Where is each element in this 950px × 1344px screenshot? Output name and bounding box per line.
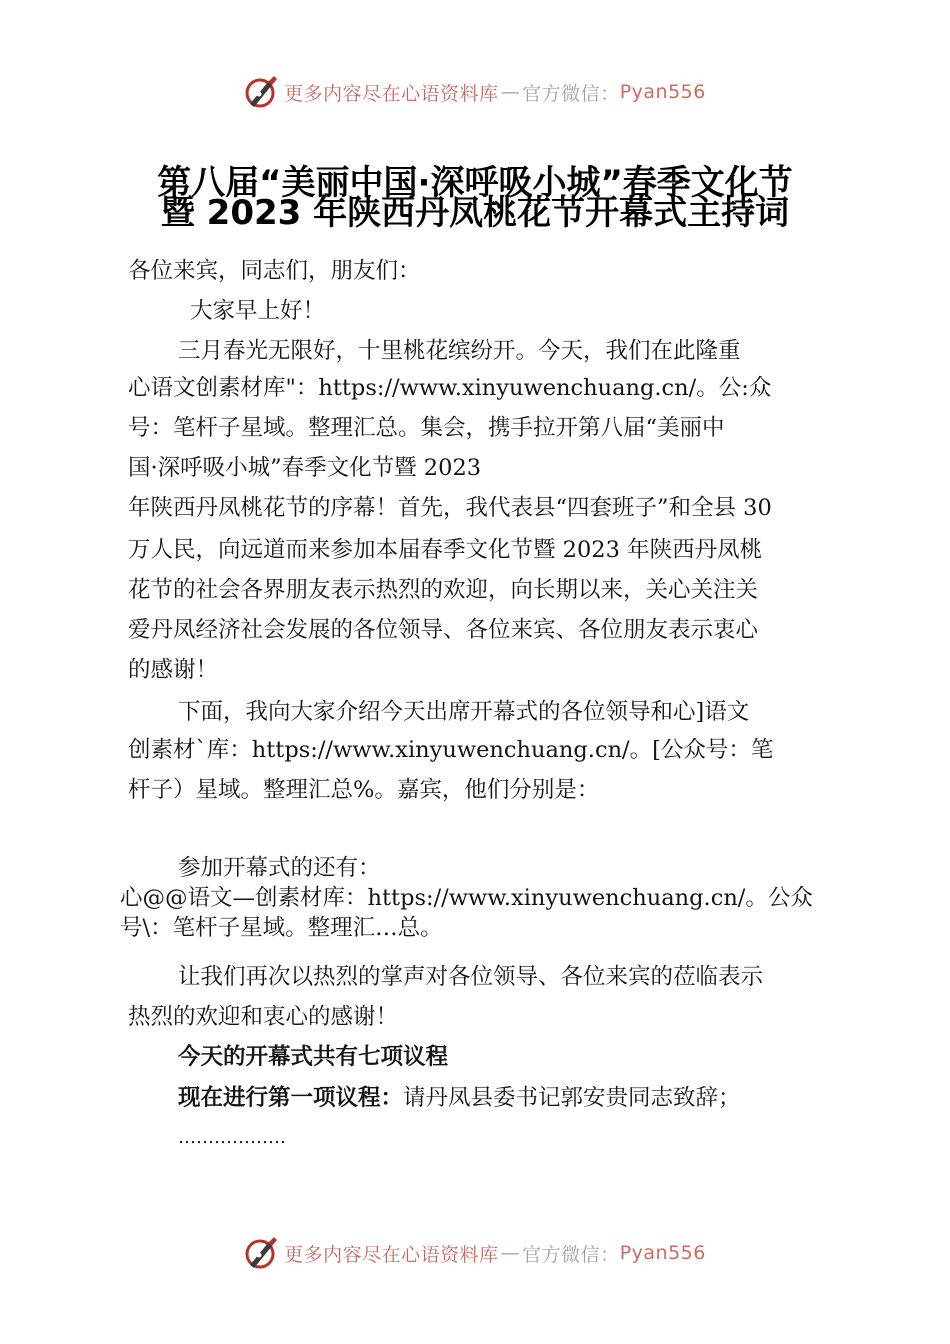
banner-wechat-id: Pyan556: [619, 81, 706, 103]
banner-separator: —: [500, 1242, 521, 1264]
paragraph-2-line: 杆子）星域。整理汇总%。嘉宾，他们分别是：: [128, 777, 600, 803]
paragraph-3-line: 心@@语文—创素材库：https://www.xinyuwenchuang.cn/。公众: [120, 885, 813, 911]
agenda-first-item: [178, 1083, 741, 1113]
paragraph-4-line: 热烈的欢迎和衷心的感谢！: [128, 1004, 399, 1030]
footer-banner: [0, 1233, 950, 1273]
paragraph-1-line: 心语文创素材库"：https://www.xinyuwenchuang.cn/。公:众: [128, 375, 772, 401]
paragraph-3-line: 参加开幕式的还有：: [178, 855, 381, 881]
agenda-first-label: 现在进行第一项议程：: [178, 1085, 404, 1111]
pen-logo-icon: [244, 74, 280, 110]
paragraph-1-line: 万人民，向远道而来参加本届春季文化节暨 2023 年陕西丹凤桃: [128, 537, 763, 563]
banner-site-text: 更多内容尽在心语资料库: [284, 1243, 499, 1266]
good-morning: 大家早上好！: [190, 298, 326, 324]
paragraph-1-line: 三月春光无限好，十里桃花缤纷开。今天，我们在此隆重: [178, 338, 741, 364]
paragraph-1-line: 号：笔杆子星域。整理汇总。集会，携手拉开第八届“美丽中: [128, 415, 725, 441]
paragraph-3-line: 号\：笔杆子星域。整理汇…总。: [120, 915, 443, 941]
agenda-first-text: 请丹凤县委书记郭安贵同志致辞；: [403, 1085, 741, 1111]
paragraph-1-line: 爱丹凤经济社会发展的各位领导、各位来宾、各位朋友表示衷心: [128, 617, 759, 643]
paragraph-2-line: 下面，我向大家介绍今天出席开幕式的各位领导和心]语文: [178, 699, 750, 725]
banner-wechat-label: 官方微信：: [522, 82, 620, 105]
document-title-line-1: 第八届“美丽中国·深呼吸小城”春季文化节: [157, 163, 793, 203]
paragraph-1-line: 年陕西丹凤桃花节的序幕！首先，我代表县“四套班子”和全县 30: [128, 495, 772, 521]
document-title-line-2: 暨 2023 年陕西丹凤桃花节开幕式主持词: [160, 193, 790, 233]
header-banner: [0, 72, 950, 112]
paragraph-1-line: 花节的社会各界朋友表示热烈的欢迎，向长期以来，关心关注关: [128, 577, 759, 603]
greeting: 各位来宾，同志们，朋友们：: [128, 258, 421, 284]
banner-site-text: 更多内容尽在心语资料库: [284, 82, 499, 105]
banner-wechat-label: 官方微信：: [522, 1243, 620, 1266]
agenda-intro: 今天的开幕式共有七项议程: [178, 1044, 449, 1070]
paragraph-1-line: 国·深呼吸小城”春季文化节暨 2023: [128, 455, 482, 481]
paragraph-4-line: 让我们再次以热烈的掌声对各位领导、各位来宾的莅临表示: [178, 964, 764, 990]
banner-wechat-id: Pyan556: [619, 1242, 706, 1264]
banner-separator: —: [500, 81, 521, 103]
ellipsis: ………………: [178, 1127, 286, 1148]
pen-logo-icon: [244, 1235, 280, 1271]
paragraph-1-line: 的感谢！: [128, 657, 219, 683]
paragraph-2-line: 创素材`库：https://www.xinyuwenchuang.cn/。[公众号：笔: [128, 737, 774, 763]
